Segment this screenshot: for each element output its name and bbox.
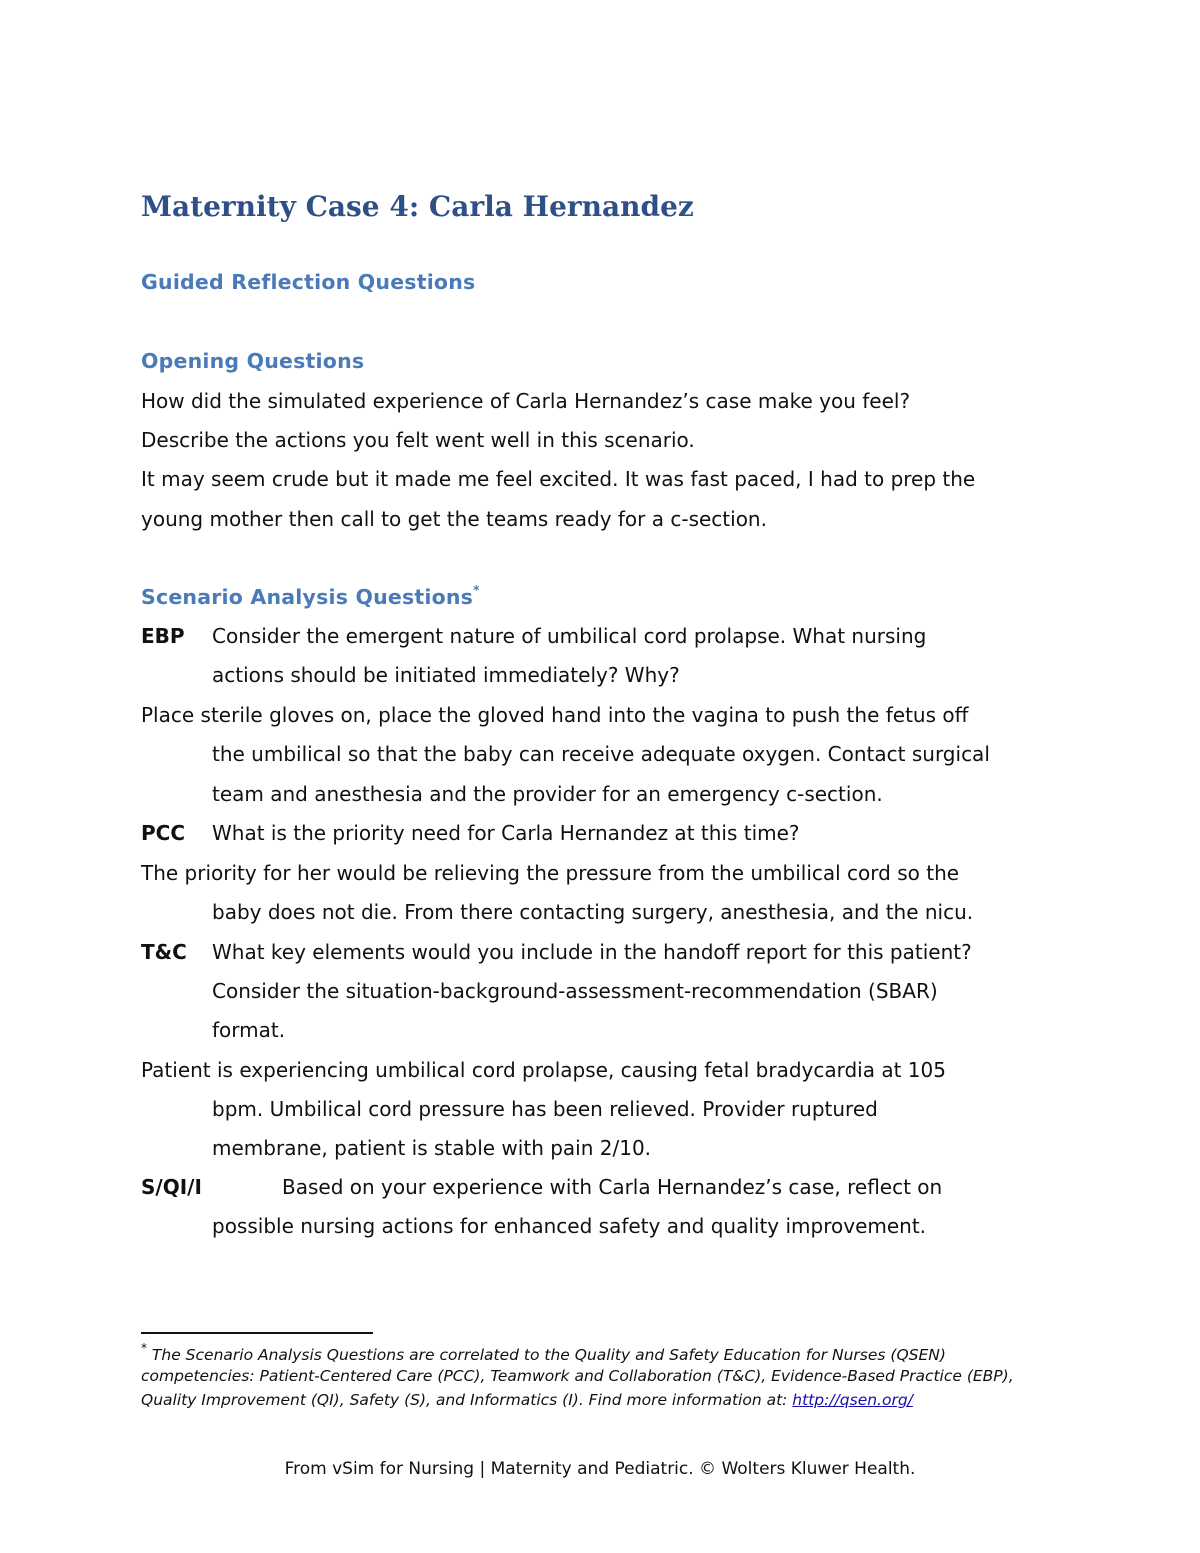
- opening-answer-line-1: It may seem crude but it made me feel excited. It was fast paced, I had to prep the: [141, 467, 976, 491]
- tc-label: T&C: [141, 940, 187, 964]
- scenario-analysis-heading-text: Scenario Analysis Questions: [141, 585, 474, 609]
- sqi-label: S/QI/I: [141, 1175, 202, 1199]
- ebp-answer-line-3: team and anesthesia and the provider for an emergency c-section.: [212, 782, 883, 806]
- footnote-mark: *: [141, 1341, 147, 1355]
- pcc-answer-line-1: The priority for her would be relieving the pressure from the umbilical cord so the: [141, 861, 960, 885]
- qsen-link[interactable]: http://qsen.org/: [792, 1391, 913, 1409]
- pcc-label: PCC: [141, 821, 186, 845]
- page-footer: From vSim for Nursing | Maternity and Pediatric. © Wolters Kluwer Health.: [284, 1459, 916, 1479]
- tc-answer-line-3: membrane, patient is stable with pain 2/10.: [212, 1136, 652, 1160]
- ebp-question-line-2: actions should be initiated immediately? Why?: [212, 663, 680, 687]
- tc-question-line-3: format.: [212, 1018, 286, 1042]
- document-title: Maternity Case 4: Carla Hernandez: [141, 190, 694, 223]
- sqi-question-line-2: possible nursing actions for enhanced safety and quality improvement.: [212, 1214, 927, 1238]
- guided-reflection-heading: Guided Reflection Questions: [141, 270, 476, 294]
- footnote-line-1-text: The Scenario Analysis Questions are correlated to the Quality and Safety Education for Nurses (QSEN): [147, 1346, 946, 1365]
- ebp-answer-line-2: the umbilical so that the baby can receive adequate oxygen. Contact surgical: [212, 742, 990, 766]
- pcc-answer-line-2: baby does not die. From there contacting surgery, anesthesia, and the nicu.: [212, 900, 974, 924]
- opening-questions-heading: Opening Questions: [141, 349, 365, 373]
- sqi-question-line-1: Based on your experience with Carla Hernandez’s case, reflect on: [282, 1175, 943, 1199]
- footnote-line-3: [141, 1391, 913, 1409]
- opening-question-2: Describe the actions you felt went well in this scenario.: [141, 428, 695, 452]
- footnote-separator: [141, 1332, 373, 1334]
- opening-answer-line-2: young mother then call to get the teams ready for a c-section.: [141, 507, 767, 531]
- footnote-line-1: [141, 1343, 946, 1364]
- tc-question-line-2: Consider the situation-background-assessment-recommendation (SBAR): [212, 979, 938, 1003]
- footnote-line-3-text: Quality Improvement (QI), Safety (S), and Informatics (I). Find more information at:: [141, 1391, 793, 1409]
- tc-answer-line-2: bpm. Umbilical cord pressure has been relieved. Provider ruptured: [212, 1097, 878, 1121]
- footnote-reference: *: [473, 583, 480, 598]
- opening-question-1: How did the simulated experience of Carla Hernandez’s case make you feel?: [141, 389, 911, 413]
- ebp-answer-line-1: Place sterile gloves on, place the gloved hand into the vagina to push the fetus off: [141, 703, 969, 727]
- tc-question-line-1: What key elements would you include in the handoff report for this patient?: [212, 940, 972, 964]
- ebp-label: EBP: [141, 624, 185, 648]
- footnote-line-2: competencies: Patient-Centered Care (PCC), Teamwork and Collaboration (T&C), Evidence-Based Practice (EBP),: [141, 1367, 1014, 1385]
- scenario-analysis-heading: [141, 585, 480, 609]
- ebp-question-line-1: Consider the emergent nature of umbilical cord prolapse. What nursing: [212, 624, 927, 648]
- pcc-question-line-1: What is the priority need for Carla Hernandez at this time?: [212, 821, 800, 845]
- tc-answer-line-1: Patient is experiencing umbilical cord prolapse, causing fetal bradycardia at 105: [141, 1058, 946, 1082]
